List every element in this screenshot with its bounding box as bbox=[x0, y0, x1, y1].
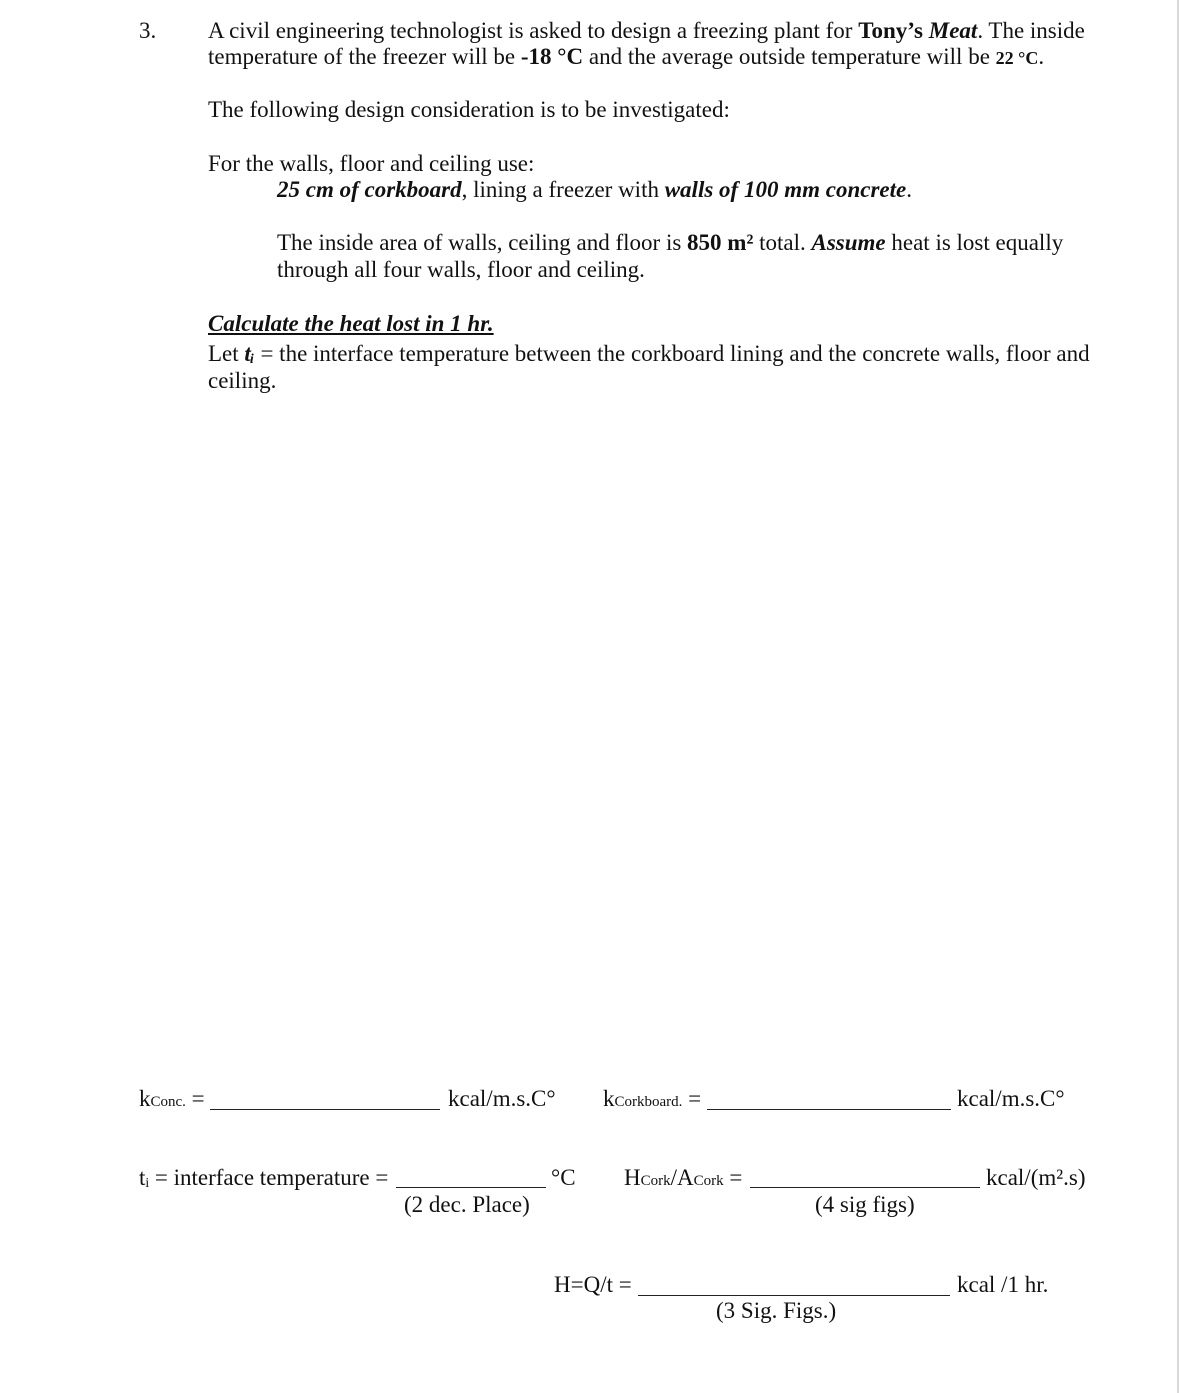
walls-intro: For the walls, floor and ceiling use: bbox=[208, 151, 535, 176]
temp-text: temperature of the freezer will be bbox=[208, 44, 521, 69]
temp-text-mid: and the average outside temperature will be bbox=[583, 44, 996, 69]
material-mid: , lining a freezer with bbox=[461, 177, 665, 202]
concrete-spec: walls of 100 mm concrete bbox=[664, 177, 907, 202]
ti-symbol: tᵢ bbox=[244, 341, 255, 366]
k-conc-equals: = bbox=[185, 1086, 205, 1111]
calc-heading: Calculate the heat lost in 1 hr. bbox=[208, 311, 494, 336]
k-cork-subscript: Corkboard. bbox=[614, 1094, 683, 1110]
intro-line-1 bbox=[208, 17, 1085, 44]
design-consideration: The following design consideration is to be investigated: bbox=[208, 97, 730, 122]
company-name-meat: Meat bbox=[928, 18, 978, 43]
k-cork-symbol: k bbox=[603, 1086, 615, 1111]
k-conc-subscript: Conc. bbox=[150, 1094, 186, 1110]
intro-text-end: . The inside bbox=[977, 18, 1085, 43]
inside-temperature: -18 °C bbox=[520, 44, 584, 69]
k-cork-answer-blank[interactable] bbox=[707, 1109, 951, 1110]
intro-text: A civil engineering technologist is asked to design a freezing plant for bbox=[208, 18, 859, 43]
outside-temperature: 22 °C bbox=[995, 48, 1039, 68]
ti-answer-blank[interactable] bbox=[396, 1187, 546, 1188]
hcork-equals: = bbox=[723, 1165, 743, 1190]
question-number: 3. bbox=[139, 18, 157, 43]
area-line-2: through all four walls, floor and ceiling. bbox=[277, 257, 645, 282]
k-conc-answer-blank[interactable] bbox=[210, 1109, 440, 1110]
hcork-acork-label bbox=[624, 1164, 742, 1195]
company-name: Tony’s bbox=[858, 18, 929, 43]
intro-line-2 bbox=[208, 43, 1044, 72]
k-cork-equals: = bbox=[682, 1086, 702, 1111]
temp-text-end: . bbox=[1038, 44, 1045, 69]
corkboard-spec: 25 cm of corkboard bbox=[277, 177, 462, 202]
hcork-slash-a: /A bbox=[670, 1165, 694, 1190]
hcork-unit: kcal/(m².s) bbox=[986, 1165, 1086, 1190]
area-text-end: heat is lost equally bbox=[885, 230, 1064, 255]
h-unit: kcal /1 hr. bbox=[957, 1272, 1049, 1297]
area-total: total. bbox=[753, 230, 812, 255]
material-end: . bbox=[906, 177, 912, 202]
material-spec bbox=[277, 176, 912, 203]
let-prefix: Let bbox=[208, 341, 245, 366]
let-ti-line-2: ceiling. bbox=[208, 368, 277, 393]
area-value: 850 m² bbox=[687, 230, 754, 255]
h-label: H=Q/t = bbox=[554, 1272, 632, 1297]
h-answer-blank[interactable] bbox=[638, 1295, 950, 1296]
hcork-precision-note: (4 sig figs) bbox=[815, 1192, 915, 1217]
let-ti-line bbox=[208, 340, 1090, 367]
assume-word: Assume bbox=[811, 230, 886, 255]
let-text: = the interface temperature between the corkboard lining and the concrete walls, floor and bbox=[254, 341, 1090, 366]
k-conc-symbol: k bbox=[139, 1086, 151, 1111]
k-cork-label bbox=[603, 1085, 701, 1116]
hcork-h: H bbox=[624, 1165, 641, 1190]
ti-precision-note: (2 dec. Place) bbox=[404, 1192, 530, 1217]
ti-unit: °C bbox=[551, 1165, 576, 1190]
area-line-1 bbox=[277, 229, 1063, 256]
area-text: The inside area of walls, ceiling and floor is bbox=[277, 230, 688, 255]
acork-subscript: Cork bbox=[693, 1173, 724, 1189]
hcork-subscript: Cork bbox=[640, 1173, 671, 1189]
hcork-answer-blank[interactable] bbox=[750, 1187, 980, 1188]
k-cork-unit: kcal/m.s.C° bbox=[957, 1086, 1065, 1111]
k-conc-label bbox=[139, 1085, 205, 1116]
k-conc-unit: kcal/m.s.C° bbox=[448, 1086, 556, 1111]
ti-label: tᵢ = interface temperature = bbox=[139, 1165, 389, 1190]
h-precision-note: (3 Sig. Figs.) bbox=[716, 1298, 837, 1323]
